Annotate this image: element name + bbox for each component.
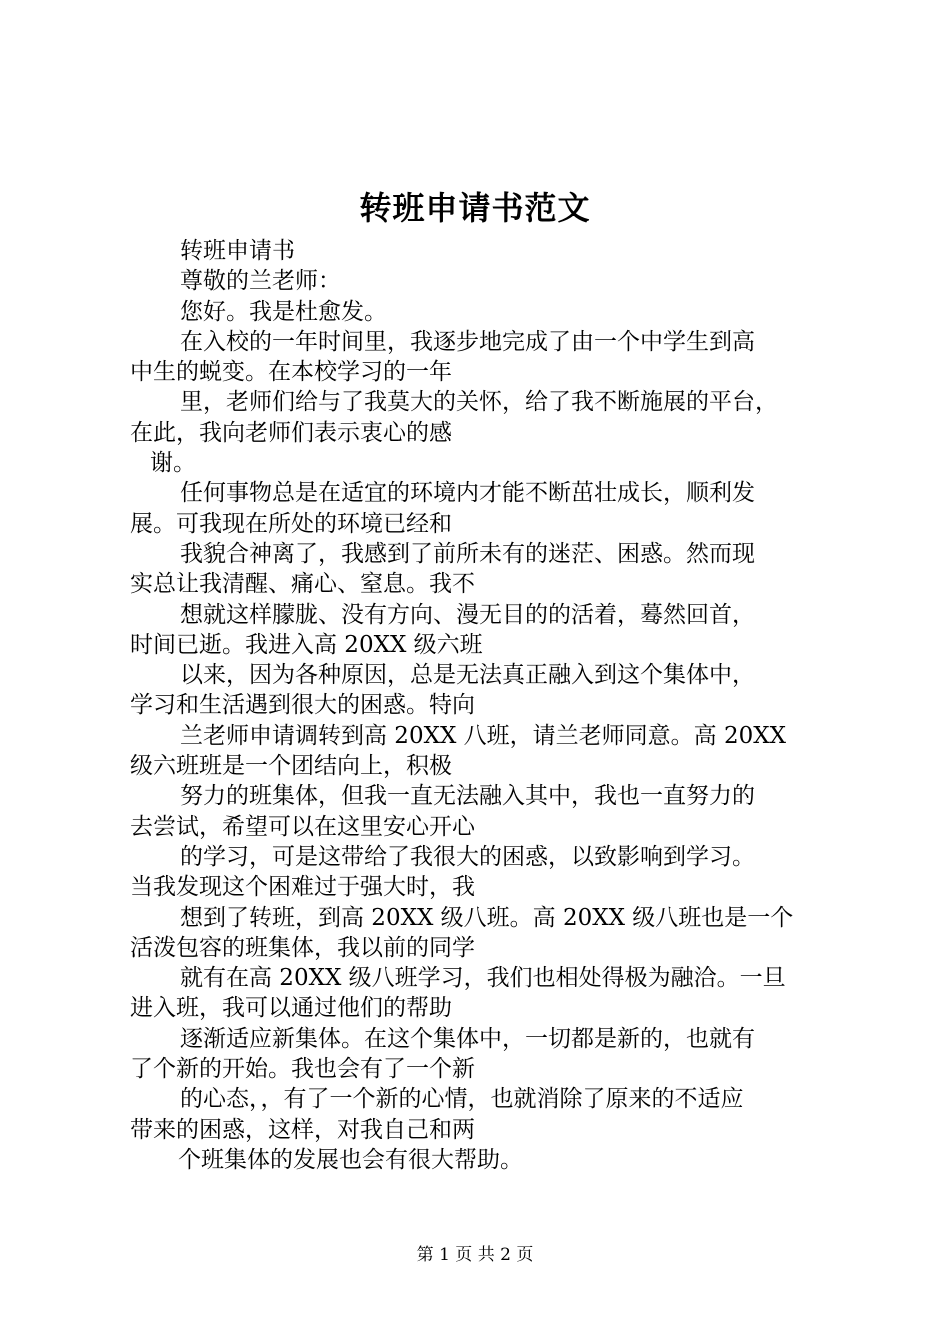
body-line: 中生的蜕变。在本校学习的一年	[130, 359, 452, 386]
body-line: 就有在高 20XX 级八班学习，我们也相处得极为融洽。一旦	[180, 965, 786, 992]
body-line: 带来的困惑，这样，对我自己和两	[130, 1116, 475, 1143]
body-line: 想到了转班，到高 20XX 级八班。高 20XX 级八班也是一个	[180, 904, 794, 931]
body-line: 转班申请书	[180, 238, 295, 264]
body-line: 在此，我向老师们表示衷心的感	[130, 419, 452, 446]
body-line: 任何事物总是在适宜的环境内才能不断茁壮成长，顺利发	[180, 480, 755, 507]
body-line: 进入班，我可以通过他们的帮助	[130, 995, 452, 1022]
body-line: 尊敬的兰老师：	[180, 268, 341, 295]
body-line: 实总让我清醒、痛心、窒息。我不	[130, 571, 475, 598]
body-line: 在入校的一年时间里，我逐步地完成了由一个中学生到高	[180, 328, 755, 355]
body-line: 努力的班集体，但我一直无法融入其中，我也一直努力的	[180, 783, 755, 810]
body-line: 去尝试，希望可以在这里安心开心	[130, 813, 475, 840]
document-title: 转班申请书范文	[359, 189, 591, 227]
body-line: 谢。	[150, 450, 196, 477]
body-line: 了个新的开始。我也会有了一个新	[130, 1056, 475, 1083]
body-line: 展。可我现在所处的环境已经和	[130, 510, 452, 537]
body-line: 个班集体的发展也会有很大帮助。	[178, 1146, 523, 1173]
page-footer: 第 1 页 共 2 页	[416, 1245, 534, 1265]
body-line: 想就这样朦胧、没有方向、漫无目的的活着，蓦然回首，	[180, 601, 755, 628]
body-line: 的心态，，有了一个新的心情，也就消除了原来的不适应	[180, 1086, 744, 1113]
body-line: 学习和生活遇到很大的困惑。特向	[130, 692, 475, 719]
body-line: 活泼包容的班集体，我以前的同学	[130, 934, 475, 961]
body-line: 以来，因为各种原因，总是无法真正融入到这个集体中，	[180, 662, 755, 689]
body-line: 兰老师申请调转到高 20XX 八班，请兰老师同意。高 20XX	[180, 722, 786, 749]
body-line: 我貌合神离了，我感到了前所未有的迷茫、困惑。然而现	[180, 540, 755, 567]
body-line: 的学习，可是这带给了我很大的困惑，以致影响到学习。	[180, 843, 755, 870]
body-line: 时间已逝。我进入高 20XX 级六班	[130, 631, 483, 658]
body-line: 当我发现这个困难过于强大时，我	[130, 874, 475, 901]
body-line: 里，老师们给与了我莫大的关怀，给了我不断施展的平台，	[180, 389, 778, 416]
body-line: 级六班班是一个团结向上，积极	[130, 753, 452, 780]
body-line: 逐渐适应新集体。在这个集体中，一切都是新的，也就有	[180, 1025, 755, 1052]
document-body	[130, 236, 830, 1175]
body-line: 您好。我是杜愈发。	[180, 298, 387, 325]
